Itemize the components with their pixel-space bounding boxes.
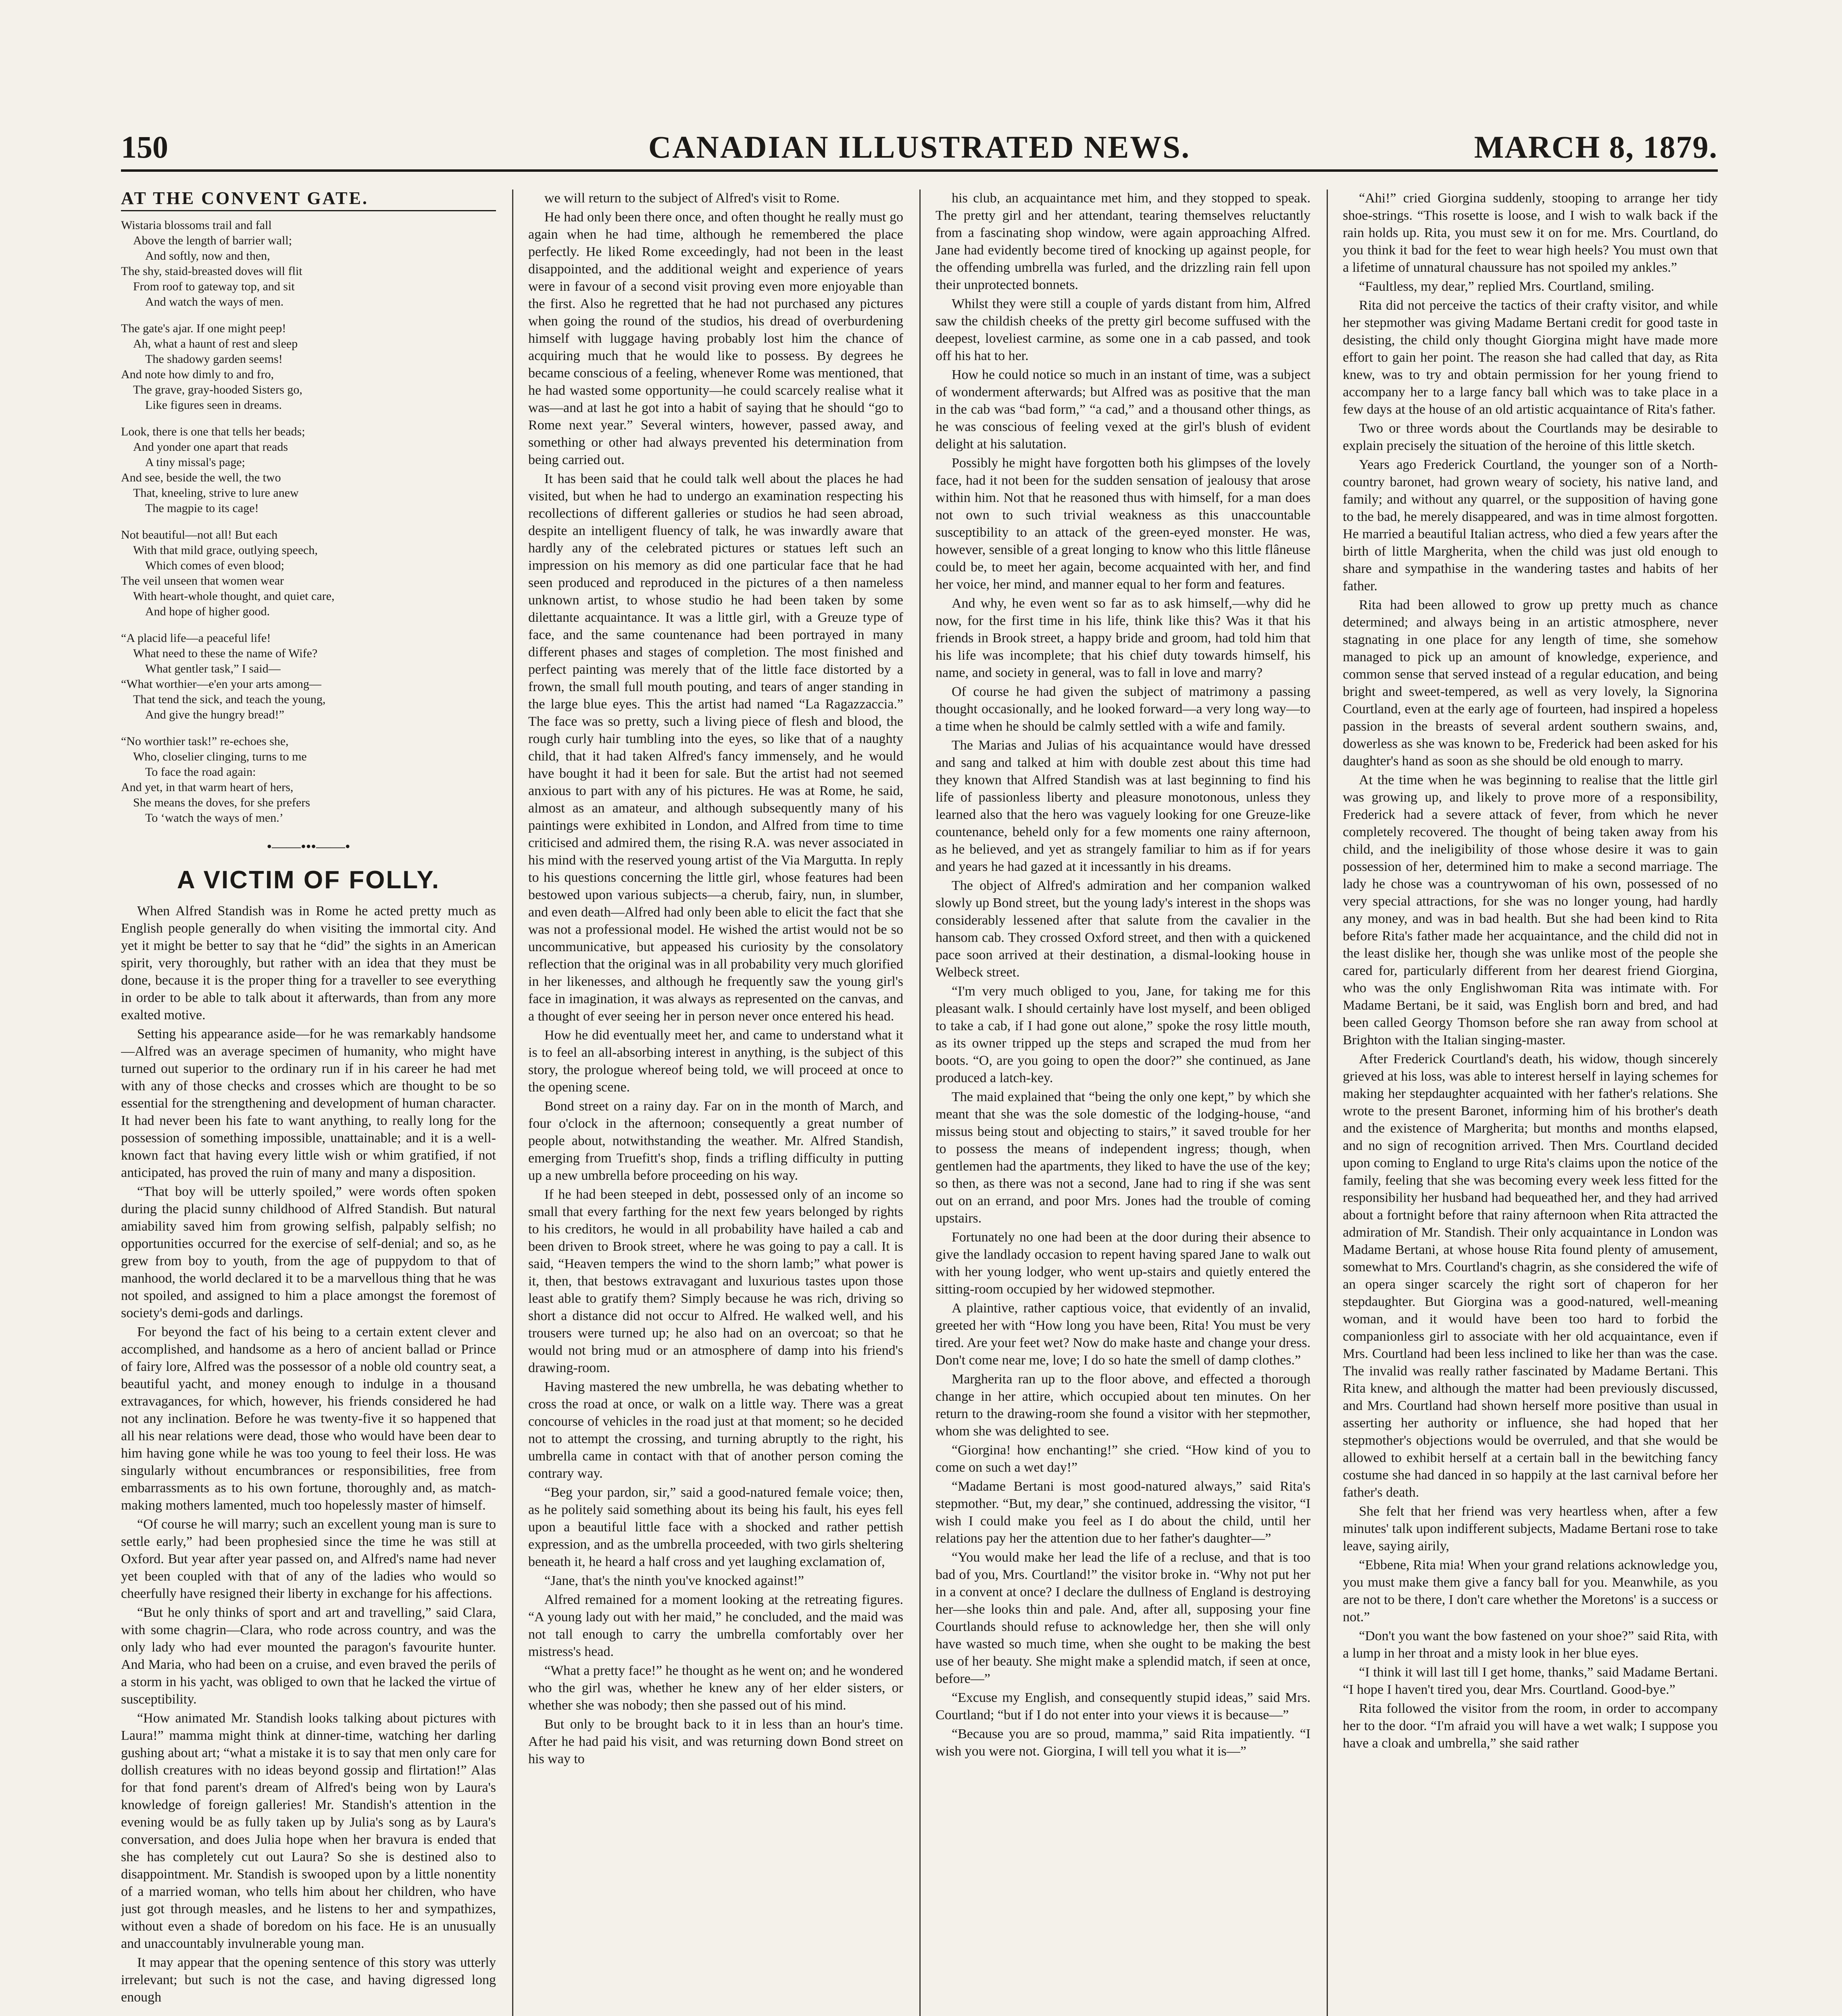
poem-line: “A placid life—a peaceful life! [121, 631, 271, 645]
column-rule [512, 190, 513, 2016]
story-paragraph: “Because you are so proud, mamma,” said Rita impatiently. “I wish you were not. Giorgina, I will tell you what it is—” [936, 1727, 1311, 1759]
poem-line: What need to these the name of Wife? [133, 647, 318, 660]
newspaper-page [121, 121, 1718, 2016]
poem-line: That tend the sick, and teach the young, [133, 693, 326, 706]
story-paragraph: “Faultless, my dear,” replied Mrs. Courtland, smiling. [1359, 279, 1654, 294]
page-header [121, 121, 1718, 172]
poem-line: Ah, what a haunt of rest and sleep [133, 337, 298, 350]
story-paragraph: How he could notice so much in an instant of time, was a subject of wonderment afterwards; but Alfred was as positive that the man in the cab was “bad form,” “a cad,” and a thousand other things, as he was conscious of feeling vexed at the girl's blush of evident delight at his salutation. [936, 367, 1311, 452]
poem-body [121, 218, 496, 826]
poem-stanza [121, 218, 496, 310]
poem-line: With heart-whole thought, and quiet care, [133, 589, 335, 603]
poem-line: Who, closelier clinging, turns to me [133, 750, 307, 763]
poem-line: The veil unseen that women wear [121, 574, 284, 587]
poem-line: To face the road again: [145, 765, 256, 779]
story-paragraph: At the time when he was beginning to realise that the little girl was growing up, and likely to prove more of a responsibility, Frederick had a severe attack of fever, from which he never completely recovered. The thought of being taken away from his child, and the ineligibility of those whose desire it was to gain possession of her, determined him to make a second marriage. The lady he chose was a countrywoman of his own, possessed of no very special attractions, for she was no longer young, had hardly any money, and was in bad health. But she had been kind to Rita before Rita's father made her acquaintance, and the child did not in the least dislike her, though she was unlike most of the people she cared for, particularly different from her dearest friend Giorgina, who was the only Englishwoman Rita was intimate with. For Madame Bertani, be it said, was English born and bred, and had been called Georgy Thomson before she ran away from school at Brighton with the Italian singing-master. [1343, 773, 1718, 1048]
story-paragraph: “How animated Mr. Standish looks talking about pictures with Laura!” mamma might think at dinner-time, watching her darling gushing about art; “what a mistake it is to say that men only care for dollish creatures with no ideas beyond gossip and flirtation!” Alas for that fond parent's dream of Alfred's being won by Laura's knowledge of foreign galleries! Mr. Standish's attention in the evening would be as fully taken up by Julia's song as by Laura's conversation, and does Julia hope when her bravura is ended that she has completely cut out Laura? So she is destined also to disappointment. Mr. Standish is swooped upon by a little nonentity of a married woman, who tells him about her children, who have just got through measles, and he listens to her and sympathizes, without even a shade of boredom on his face. He is an unusually and unaccountably invulnerable young man. [121, 1711, 496, 1951]
poem-line: What gentler task,” I said— [145, 662, 281, 675]
column-2 [528, 190, 903, 2016]
poem-line: And softly, now and then, [145, 249, 270, 262]
poem-stanza [121, 424, 496, 516]
story-text [1343, 190, 1718, 1752]
story-paragraph: “Of course he will marry; such an excellent young man is sure to settle early,” had been prophesied since the time he was still at Oxford. But year after year passed on, and Alfred's name had never yet been coupled with that of any of the ladies who would so cheerfully have resigned their liberty in exchange for his affections. [121, 1517, 496, 1601]
story-paragraph: Alfred remained for a moment looking at the retreating figures. “A young lady out with her maid,” he concluded, and the maid was not tall enough to carry the umbrella comfortably over her mistress's head. [528, 1592, 903, 1659]
story-paragraph: How he did eventually meet her, and came to understand what it is to feel an all-absorbing interest in anything, is the subject of this story, the prologue whereof being told, we will proceed at once to the opening scene. [528, 1028, 903, 1095]
page-number: 150 [121, 129, 168, 165]
story-paragraph: “Ahi!” cried Giorgina suddenly, stooping to arrange her tidy shoe-strings. “This rosette is loose, and I wish to walk back if the rain holds up. Rita, you must sew it on for me. Mrs. Courtland, do you think it bad for the feet to wear high heels? You must own that a lifetime of unnatural chaussure has not spoiled my ankles.” [1343, 191, 1718, 275]
story-paragraph: Two or three words about the Courtlands may be desirable to explain precisely the situation of the heroine of this little sketch. [1343, 421, 1718, 453]
story-paragraph: If he had been steeped in debt, possessed only of an income so small that every farthing for the next few years belonged by rights to his creditors, he would in all probability have hailed a cab and been driven to Brook street, where he was going to pay a call. It is said, “Heaven tempers the wind to the shorn lamb;” what power is it, then, that bestows extravagant and luxurious tastes upon those least able to gratify them? Simply because he was rich, driving so short a distance did not occur to Alfred. He walked well, and his trousers were turned up; he also had on an overcoat; so that he would not bring mud or an atmosphere of damp into his friend's drawing-room. [528, 1187, 903, 1375]
poem-stanza [121, 734, 496, 826]
story-text [936, 190, 1311, 1760]
poem-line: Not beautiful—not all! But each [121, 528, 278, 541]
poem-line: And watch the ways of men. [145, 295, 284, 308]
story-paragraph: Rita had been allowed to grow up pretty much as chance determined; and always being in an artistic atmosphere, never stagnating in one place for any length of time, she somehow managed to pick up an amount of knowledge, experience, and common sense that served instead of a regular education, and being bright and sweet-tempered, as well as very lovely, la Signorina Courtland, even at the early age of fourteen, had inspired a hopeless passion in the breasts of several ardent southern swains, and, dowerless as she was known to be, Frederick had been asked for his daughter's hand as soon as she should be old enough to marry. [1343, 598, 1718, 768]
poem-line: The gate's ajar. If one might peep! [121, 322, 286, 335]
poem-line: With that mild grace, outlying speech, [133, 544, 318, 557]
poem-line: “What worthier—e'en your arts among— [121, 677, 321, 691]
story-paragraph: The maid explained that “being the only one kept,” by which she meant that she was the sole domestic of the lodging-house, “and missus being stout and objecting to stairs,” it saved trouble for her to possess the means of independent ingress; though, when gentlemen had the apartments, they liked to have the use of the key; so then, as there was not a second, Jane had to ring if she was sent out on an errand, and poor Mrs. Jones had the trouble of coming upstairs. [936, 1089, 1311, 1226]
story-paragraph: “Ebbene, Rita mia! When your grand relations acknowledge you, you must make them give a fancy ball for you. Meanwhile, as you are not to be there, I don't care whether the Moretons' is a success or not.” [1343, 1558, 1718, 1624]
column-rule [919, 190, 921, 2016]
story-paragraph: For beyond the fact of his being to a certain extent clever and accomplished, and handsome as a hero of ancient ballad or Prince of fairy lore, Alfred was the possessor of a noble old country seat, a beautiful yacht, and money enough to indulge in a thousand extravagances, for which, however, his friends considered he had not any inclination. Before he was twenty-five it so happened that all his near relations were dead, those who would have been dear to him having gone while he was too young to feel their loss. He was singularly without encumbrances or responsibilities, free from embarrassments as to his own fortune, thoroughly and, as match-making mothers lamented, much too hopelessly master of himself. [121, 1325, 496, 1513]
column-rule [1327, 190, 1328, 2016]
story-paragraph: Having mastered the new umbrella, he was debating whether to cross the road at once, or walk on a little way. There was a great concourse of vehicles in the road just at that moment; so he decided not to attempt the crossing, and turning abruptly to the right, his umbrella came in contact with that of another person coming the contrary way. [528, 1379, 903, 1481]
column-3 [936, 190, 1311, 2016]
story-paragraph: “That boy will be utterly spoiled,” were words often spoken during the placid sunny childhood of Alfred Standish. But natural amiability saved him from growing selfish, palpably selfish; no opportunities occurred for the exercise of self-denial; and so, as he grew from boy to youth, from the age of puppydom to that of manhood, the world declared it to be a marvellous thing that he was not spoiled, and assigned to him a place amongst the foremost of society's demi-gods and darlings. [121, 1184, 496, 1320]
story-paragraph: Fortunately no one had been at the door during their absence to give the landlady occasion to repent having spared Jane to walk out with her young lodger, who went up-stairs and quietly entered the sitting-room occupied by her widowed stepmother. [936, 1230, 1311, 1297]
poem-line: The grave, gray-hooded Sisters go, [133, 383, 302, 396]
story-title: A VICTIM OF FOLLY. [177, 866, 440, 894]
story-paragraph: The Marias and Julias of his acquaintance would have dressed and sang and talked at him with double zest about this time had they known that Alfred Standish was at last beginning to find his life of passionless liberty and pleasure monotonous, unless they learned also that the hero was vaguely looking for one Greuze-like countenance, beheld only for a few moments one rainy afternoon, as he believed, and yet as strangely familiar to him as if for years and years he had gazed at it incessantly in his dreams. [936, 738, 1311, 874]
poem-line: And hope of higher good. [145, 605, 270, 618]
poem-line: To ‘watch the ways of men.’ [145, 811, 283, 825]
poem-line: “No worthier task!” re-echoes she, [121, 735, 289, 748]
poem-line: And yonder one apart that reads [133, 440, 288, 454]
story-paragraph: He had only been there once, and often thought he really must go again when he had time, although he remembered the place perfectly. He liked Rome exceedingly, had not been in the least disappointed, and the additional weight and experience of years were in favour of a second visit proving even more enjoyable than the first. Also he regretted that he had not purchased any pictures when going the round of the studios, his dread of overburdening himself with luggage having probably lost him the chance of acquiring much that he would like to possess. By degrees he became conscious of a feeling, whenever Rome was mentioned, that he had wasted some opportunity—he could scarcely realise what it was—and at last he got into a habit of saying that he should “go to Rome next year.” Several winters, however, passed away, and something or other had always prevented his determination from being carried out. [528, 210, 903, 467]
poem-line: She means the doves, for she prefers [133, 796, 310, 809]
poem-line: And note how dimly to and fro, [121, 368, 274, 381]
poem-line: Look, there is one that tells her beads; [121, 425, 305, 438]
story-paragraph: “You would make her lead the life of a recluse, and that is too bad of you, Mrs. Courtland!” the visitor broke in. “Why not put her in a convent at once? I declare the dullness of England is destroying her—she looks thin and pale. And, after all, supposing your fine Courtlands should refuse to acknowledge her, then she will only have wasted so much time, when she ought to be making the best use of her beauty. She might make a splendid match, if seen at once, before—” [936, 1550, 1311, 1686]
story-paragraph: “Jane, that's the ninth you've knocked against!” [544, 1573, 804, 1588]
poem-line: The shadowy garden seems! [145, 352, 283, 366]
poem-line: The magpie to its cage! [145, 502, 259, 515]
story-paragraph: Margherita ran up to the floor above, and effected a thorough change in her attire, which occupied about ten minutes. On her return to the drawing-room she found a visitor with her stepmother, whom she was delighted to see. [936, 1372, 1311, 1439]
poem-stanza [121, 527, 496, 619]
story-paragraph: “I'm very much obliged to you, Jane, for taking me for this pleasant walk. I should certainly have lost myself, and been obliged to take a cab, if I had gone out alone,” spoke the rosy little mouth, as its owner tripped up the steps and scraped the mud from her boots. “O, are you going to open the door?” she continued, as Jane produced a latch-key. [936, 984, 1311, 1085]
poem-line: Above the length of barrier wall; [133, 234, 292, 247]
story-paragraph: “Beg your pardon, sir,” said a good-natured female voice; then, as he politely said something about its being his fault, his eyes fell upon a beautiful little face with a shocked and rather pettish expression, and as the umbrella proceeded, with two girls sheltering beneath it, he heard a half cross and yet laughing exclamation of, [528, 1485, 903, 1569]
poem-line: A tiny missal's page; [145, 456, 245, 469]
story-paragraph: his club, an acquaintance met him, and they stopped to speak. The pretty girl and her attendant, tearing themselves reluctantly from a fascinating shop window, were again approaching Alfred. Jane had evidently become tired of knocking up against people, for the offending umbrella was furled, and the drizzling rain fell upon their unprotected bonnets. [936, 191, 1311, 292]
story-paragraph: “But he only thinks of sport and art and travelling,” said Clara, with some chagrin—Clara, who rode across country, and was the only lady who had ever mounted the paragon's favourite hunter. And Maria, who had been on a cruise, and even braved the perils of a storm in his yacht, was obliged to own that he lacked the virtue of susceptibility. [121, 1605, 496, 1707]
section-divider: •——•••——• [267, 838, 350, 854]
story-paragraph: Setting his appearance aside—for he was remarkably handsome—Alfred was an average specimen of humanity, who might have turned out superior to the ordinary run if in his career he had met with any of those checks and crosses which are thought to be so essential for the strengthening and development of human character. It had never been his fate to want anything, to really long for the possession of something impossible, unattainable; and it is a well-known fact that having every little wish or whim gratified, if not anticipated, has proved the ruin of many and many a disposition. [121, 1027, 496, 1180]
issue-date: MARCH 8, 1879. [1474, 129, 1718, 165]
story-paragraph: Bond street on a rainy day. Far on in the month of March, and four o'clock in the afternoon; consequently a great number of people about, notwithstanding the weather. Mr. Alfred Standish, emerging from Truefitt's shop, finds a trifling difficulty in putting up a new umbrella before proceeding on his way. [528, 1099, 903, 1183]
story-paragraph: The object of Alfred's admiration and her companion walked slowly up Bond street, but the young lady's interest in the shops was considerably lessened after that salute from the cavalier in the hansom cab. They crossed Oxford street, and then with a quickened pace soon arrived at their destination, a dismal-looking house in Welbeck street. [936, 878, 1311, 980]
poem-line: From roof to gateway top, and sit [133, 280, 295, 293]
story-paragraph: But only to be brought back to it in less than an hour's time. After he had paid his visit, and was returning down Bond street on his way to [528, 1717, 903, 1766]
story-paragraph: Possibly he might have forgotten both his glimpses of the lovely face, had it not been for the sudden sensation of jealousy that arose within him. Not that he reasoned thus with himself, for a man does not own to such trivial weakness as this unaccountable susceptibility to an attack of the green-eyed monster. He was, however, sensible of a great longing to know who this little flâneuse could be, to meet her again, become acquainted with her, and find her voice, her mind, and manner equal to her form and features. [936, 456, 1311, 592]
poem-line: And give the hungry bread!” [145, 708, 284, 721]
poem-stanza [121, 631, 496, 723]
publication-title: CANADIAN ILLUSTRATED NEWS. [648, 129, 1191, 165]
poem-line: And yet, in that warm heart of hers, [121, 781, 294, 794]
story-paragraph: Rita did not perceive the tactics of their crafty visitor, and while her stepmother was giving Madame Bertani credit for good taste in desisting, the child only thought Giorgina might have made more effort to gain her point. The reason she had called that day, as Rita knew, was to try and obtain permission for her young friend to accompany her to a large fancy ball which was to take place in a few days at the house of an old artistic acquaintance of Rita's father. [1343, 298, 1718, 417]
story-text [528, 190, 903, 1768]
story-paragraph: “Madame Bertani is most good-natured always,” said Rita's stepmother. “But, my dear,” she continued, addressing the visitor, “I wish I could make you feel as I do about the child, until her relations pay her the attention due to her father's daughter—” [936, 1479, 1311, 1546]
story-paragraph: “What a pretty face!” he thought as he went on; and he wondered who the girl was, whether he knew any of her elder sisters, or whether she was nobody; then she passed out of his mind. [528, 1663, 903, 1713]
column-1 [121, 190, 496, 2016]
story-paragraph: “Don't you want the bow fastened on your shoe?” said Rita, with a lump in her throat and a misty look in her blue eyes. [1343, 1629, 1718, 1661]
poem-line: That, kneeling, strive to lure anew [133, 486, 299, 500]
poem-line: Which comes of even blood; [145, 559, 284, 572]
story-paragraph: When Alfred Standish was in Rome he acted pretty much as English people generally do when visiting the immortal city. And yet it might be better to say that he “did” the sights in an American spirit, very thoroughly, but rather with an idea that they must be done, because it is the proper thing for a traveller to see everything in order to be able to talk about it afterwards, than from any more exalted motive. [121, 904, 496, 1023]
story-paragraph: Years ago Frederick Courtland, the younger son of a North-country baronet, had grown weary of society, his native land, and family; and without any quarrel, or the supposition of having gone to the bad, he merely disappeared, and was in time almost forgotten. He married a beautiful Italian actress, who died a few years after the birth of little Margherita, when the child was just old enough to share and sympathise in the wandering tastes and habits of her father. [1343, 457, 1718, 594]
story-text [121, 902, 496, 2006]
story-paragraph: Of course he had given the subject of matrimony a passing thought occasionally, and he looked forward—a very long way—to a time when he should be calmly settled with a wife and family. [936, 684, 1311, 734]
story-paragraph: She felt that her friend was very heartless when, after a few minutes' talk upon indifferent subjects, Madame Bertani rose to take leave, saying airily, [1343, 1504, 1718, 1554]
poem-line: And see, beside the well, the two [121, 471, 281, 484]
story-paragraph: Rita followed the visitor from the room, in order to accompany her to the door. “I'm afraid you will have a wet walk; I suppose you have a cloak and umbrella,” she said rather [1343, 1701, 1718, 1751]
poem-line: The shy, staid-breasted doves will flit [121, 264, 302, 278]
poem-stanza [121, 321, 496, 413]
story-paragraph: Whilst they were still a couple of yards distant from him, Alfred saw the childish cheeks of the pretty girl become suffused with the deepest, loveliest carmine, as some one in a cab passed, and took off his hat to her. [936, 296, 1311, 363]
story-paragraph: “Excuse my English, and consequently stupid ideas,” said Mrs. Courtland; “but if I do not enter into your views it is because—” [936, 1690, 1311, 1722]
poem-line: Wistaria blossoms trail and fall [121, 219, 272, 232]
story-paragraph: It may appear that the opening sentence of this story was utterly irrelevant; but such is not the case, and having digressed long enough [121, 1955, 496, 2005]
story-paragraph: After Frederick Courtland's death, his widow, though sincerely grieved at his loss, was able to interest herself in laying schemes for making her stepdaughter acquainted with her father's relations. She wrote to the present Baronet, informing him of his brother's death and the existence of Margherita; but months and months elapsed, and no sign of recognition arrived. Then Mrs. Courtland decided upon coming to England to urge Rita's claims upon the notice of the family, feeling that she was becoming every week less fitted for the responsibility her husband had bequeathed her, and they had arrived about a fortnight before that rainy afternoon when Rita attracted the admiration of Mr. Standish. Their only acquaintance in London was Madame Bertani, at whose house Rita found plenty of amusement, somewhat to Mrs. Courtland's chagrin, as she considered the wife of an opera singer scarcely the right sort of chaperon for her stepdaughter. But Giorgina was a good-natured, well-meaning woman, and it would have been too hard to forbid the companionless girl to associate with her old acquaintance, even if Mrs. Courtland had been less inclined to like her than was the case. The invalid was really rather fascinated by Madame Bertani. This Rita knew, and although the matter had been previously discussed, and Mrs. Courtland had shown herself more positive than usual in asserting her authority or influence, she had hoped that her stepmother's objections would be overruled, and that she would be allowed to exhibit herself at a certain ball in the bewitching fancy costume she had danced in so happily at the last carnival before her father's death. [1343, 1052, 1718, 1500]
story-paragraph: “I think it will last till I get home, thanks,” said Madame Bertani. “I hope I haven't tired you, dear Mrs. Courtland. Good-bye.” [1343, 1665, 1718, 1697]
poem-title: AT THE CONVENT GATE. [121, 190, 496, 211]
story-paragraph: And why, he even went so far as to ask himself,—why did he now, for the first time in his life, think like this? Was it that his friends in Brook street, a happy bride and groom, had told him that his life was incomplete; that his chief duty towards himself, his name, and society in general, was to fall in love and marry? [936, 596, 1311, 680]
column-4 [1343, 190, 1718, 2016]
story-paragraph: “Giorgina! how enchanting!” she cried. “How kind of you to come on such a wet day!” [936, 1443, 1311, 1475]
story-paragraph: It has been said that he could talk well about the places he had visited, but when he had to undergo an examination respecting his recollections of different galleries or studios he had seen abroad, despite an intelligent fluency of talk, he was inwardly aware that hardly any of the celebrated pictures or statues left such an impression on his memory as did one particular face that he had seen produced and reproduced in the pictures of a then nameless unknown artist, to whose studio he had been taken by some dilettante acquaintance. It was a little girl, with a Greuze type of face, and the same countenance had been portrayed in many different phases and stages of completion. The most finished and perfect painting was merely that of the little face distorted by a frown, the small full mouth pouting, and tears of anger standing in the large blue eyes. This the artist had named “La Ragazzaccia.” The face was so pretty, such a living piece of flesh and blood, the rough curly hair tumbling into the eyes, so like that of a naughty child, that it had taken Alfred's fancy immensely, and he would have bought it had it been for sale. But the artist had not seemed anxious to part with any of his pictures. He was at Rome, he said, almost as an amateur, and although subsequently many of his paintings were exhibited in London, and Alfred from time to time criticised and admired them, the rising R.A. was never associated in his mind with the reserved young artist of the Via Margutta. In reply to his questions concerning the little girl, whose features had been bestowed upon various subjects—a cherub, fairy, nun, in slumber, and even death—Alfred had only been able to elicit the fact that she was not a professional model. He wished the artist would not be so uncommunicative, but appeased his curiosity by the consolatory reflection that the original was in all probability very much glorified in her likenesses, and although he frequently saw the young girl's face in imagination, it was always as represented on the canvas, and a thought of ever seeing her in person never once entered his head. [528, 471, 903, 1024]
story-paragraph: we will return to the subject of Alfred's visit to Rome. [544, 191, 840, 206]
poem-line: Like figures seen in dreams. [145, 398, 282, 412]
story-paragraph: A plaintive, rather captious voice, that evidently of an invalid, greeted her with “How long you have been, Rita! You must be very tired. Are your feet wet? Now do make haste and change your dress. Don't come near me, love; I do so hate the smell of damp clothes.” [936, 1301, 1311, 1368]
